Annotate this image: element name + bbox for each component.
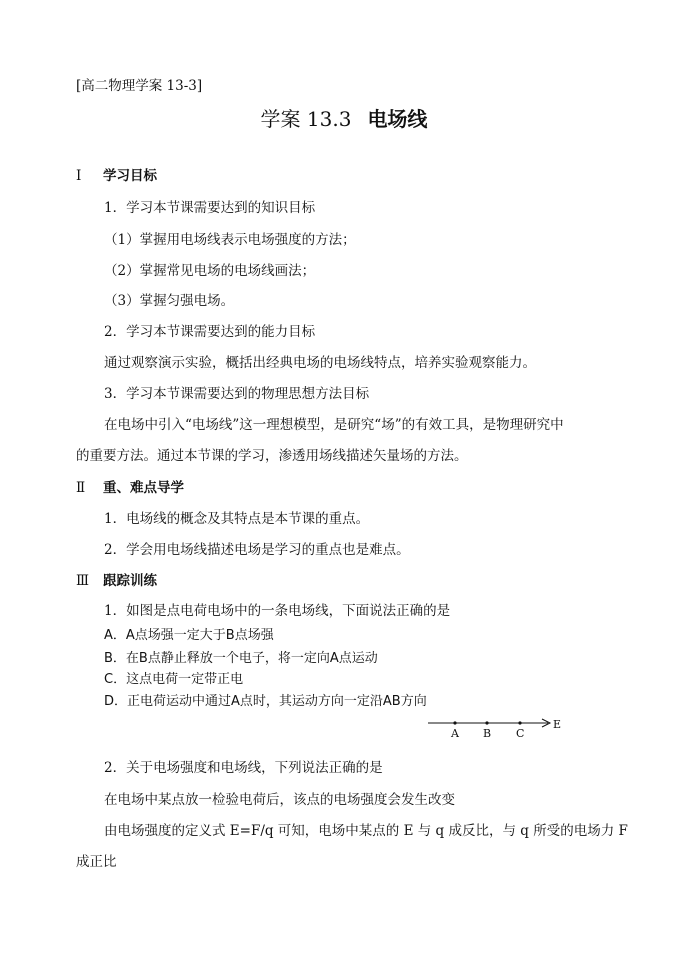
point-a-dot <box>453 721 456 724</box>
title-name: 电场线 <box>367 107 428 131</box>
title-code: 学案 13.3 <box>260 107 352 131</box>
section-number: Ⅲ <box>76 573 90 589</box>
question-option: A．A点场强一定大于B点场强 <box>104 628 274 643</box>
point-b-label: B <box>483 727 492 740</box>
document-header-tag: [高二物理学案 13-3] <box>76 78 203 94</box>
point-b-dot <box>485 721 488 724</box>
question-statement: 在电场中某点放一检验电荷后，该点的电场强度会发生改变 <box>104 792 455 808</box>
goal-item: （3）掌握匀强电场。 <box>104 293 235 309</box>
question-2: 2．关于电场强度和电场线，下列说法正确的是 <box>104 760 383 776</box>
point-c-label: C <box>516 727 525 740</box>
point-c-dot <box>518 721 521 724</box>
page-title <box>0 106 688 132</box>
question-statement: 成正比 <box>76 854 117 870</box>
goal-heading: 1．学习本节课需要达到的知识目标 <box>104 200 316 216</box>
point-a-label: A <box>451 727 459 740</box>
section-title: 重、难点导学 <box>103 480 184 496</box>
goal-text: 在电场中引入“电场线”这一理想模型，是研究“场”的有效工具，是物理研究中 <box>104 417 564 433</box>
key-point-item: 1．电场线的概念及其特点是本节课的重点。 <box>104 511 370 527</box>
question-option: C．这点电荷一定带正电 <box>104 672 244 687</box>
section-title: 学习目标 <box>103 168 157 184</box>
question-option: B．在B点静止释放一个电子，将一定向A点运动 <box>104 651 378 666</box>
key-point-item: 2．学会用电场线描述电场是学习的重点也是难点。 <box>104 542 410 558</box>
question-statement: 由电场强度的定义式 E=F/q 可知，电场中某点的 E 与 q 成反比，与 q 所受的电场力 F <box>104 823 628 839</box>
section-title: 跟踪训练 <box>103 573 157 589</box>
goal-text: 通过观察演示实验，概括出经典电场的电场线特点，培养实验观察能力。 <box>104 355 536 371</box>
question-1: 1．如图是点电荷电场中的一条电场线，下面说法正确的是 <box>104 603 451 619</box>
goal-text: 的重要方法。通过本节课的学习，渗透用场线描述矢量场的方法。 <box>76 448 468 464</box>
section-number: Ⅱ <box>76 480 86 496</box>
electric-field-line-figure <box>426 712 566 744</box>
goal-heading: 2．学习本节课需要达到的能力目标 <box>104 324 316 340</box>
goal-item: （1）掌握用电场线表示电场强度的方法； <box>104 232 356 248</box>
goal-item: （2）掌握常见电场的电场线画法； <box>104 263 316 279</box>
section-number: Ⅰ <box>76 168 82 184</box>
goal-heading: 3．学习本节课需要达到的物理思想方法目标 <box>104 386 370 402</box>
field-e-label: E <box>553 718 562 731</box>
question-option: D．正电荷运动中通过A点时，其运动方向一定沿AB方向 <box>104 694 427 709</box>
